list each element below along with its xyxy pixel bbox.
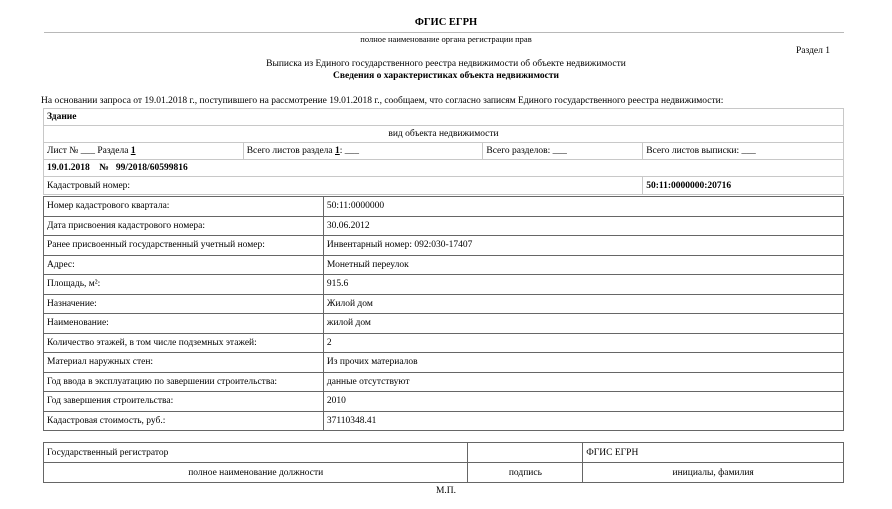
registrar-org: ФГИС ЕГРН	[583, 443, 844, 463]
property-label: Материал наружных стен:	[44, 353, 324, 373]
property-row	[44, 333, 844, 353]
properties-table	[43, 196, 844, 431]
property-row	[44, 314, 844, 334]
section-label-inline: Раздела	[97, 146, 129, 156]
sections-total-label: Всего разделов:	[486, 146, 551, 156]
position-caption: полное наименование должности	[44, 463, 468, 483]
sheet-label: Лист №	[47, 146, 79, 156]
sheet-cell	[44, 143, 244, 160]
extract-sheets-value: ___	[741, 146, 756, 156]
property-value: 915.6	[323, 275, 843, 295]
property-label: Кадастровая стоимость, руб.:	[44, 411, 324, 431]
signature-blank	[468, 443, 583, 463]
doc-title: Выписка из Единого государственного реестра недвижимости об объекте недвижимости	[266, 59, 626, 69]
extract-sheets-cell	[643, 143, 844, 160]
basis-text: На основании запроса от 19.01.2018 г., поступившего на рассмотрение 19.01.2018 г., сообщаем, что согласно записям Единого государственного реестра недвижимости:	[41, 96, 724, 106]
extract-sheets-label: Всего листов выписки:	[646, 146, 740, 156]
date-number-cell	[44, 160, 844, 177]
signature-caption: подпись	[468, 463, 583, 483]
property-label: Площадь, м²:	[44, 275, 324, 295]
object-header-table	[43, 108, 844, 195]
property-row	[44, 197, 844, 217]
object-type: Здание	[44, 109, 844, 126]
property-value: 30.06.2012	[323, 216, 843, 236]
section-sheets-blank: ___	[344, 146, 360, 156]
stamp-label: М.П.	[435, 486, 457, 496]
sheet-info-row	[44, 143, 844, 160]
property-label: Наименование:	[44, 314, 324, 334]
property-value: Монетный переулок	[323, 255, 843, 275]
cadastral-label: Кадастровый номер:	[44, 177, 643, 195]
property-label: Год завершения строительства:	[44, 392, 324, 412]
property-label: Количество этажей, в том числе подземных этажей:	[44, 333, 324, 353]
extract-number: 99/2018/60599816	[115, 163, 188, 173]
property-value: данные отсутствуют	[323, 372, 843, 392]
section-sheets-value: 1	[335, 146, 340, 156]
date-number-row	[44, 160, 844, 177]
property-label: Номер кадастрового квартала:	[44, 197, 324, 217]
property-label: Ранее присвоенный государственный учетный номер:	[44, 236, 324, 256]
doc-subtitle: Сведения о характеристиках объекта недвижимости	[333, 71, 559, 81]
property-row	[44, 372, 844, 392]
property-row	[44, 216, 844, 236]
object-type-caption: вид объекта недвижимости	[44, 126, 844, 143]
property-label: Адрес:	[44, 255, 324, 275]
object-type-row	[44, 109, 844, 126]
cadastral-row	[44, 177, 844, 195]
name-caption: инициалы, фамилия	[583, 463, 844, 483]
sheet-value: ___	[80, 146, 95, 156]
object-type-caption-row	[44, 126, 844, 143]
signature-caption-row	[44, 463, 844, 483]
property-row	[44, 411, 844, 431]
property-row	[44, 392, 844, 412]
sections-total-value: ___	[552, 146, 567, 156]
section-value: 1	[130, 146, 136, 156]
registrar-role: Государственный регистратор	[44, 443, 468, 463]
property-row	[44, 353, 844, 373]
property-value: Инвентарный номер: 092:030-17407	[323, 236, 843, 256]
property-value: 2	[323, 333, 843, 353]
section-label: Раздел 1	[796, 46, 830, 56]
property-value: Из прочих материалов	[323, 353, 843, 373]
property-value: жилой дом	[323, 314, 843, 334]
cadastral-value: 50:11:0000000:20716	[643, 177, 844, 195]
property-row	[44, 255, 844, 275]
property-value: 2010	[323, 392, 843, 412]
property-label: Назначение:	[44, 294, 324, 314]
property-row	[44, 236, 844, 256]
number-sign: №	[99, 163, 109, 173]
property-label: Год ввода в эксплуатацию по завершении строительства:	[44, 372, 324, 392]
section-sheets-label: Всего листов раздела	[246, 146, 333, 156]
property-row	[44, 275, 844, 295]
signature-table	[43, 442, 844, 483]
sections-total-cell	[483, 143, 643, 160]
property-label: Дата присвоения кадастрового номера:	[44, 216, 324, 236]
section-sheets-cell: Всего листов раздела 1: ___	[243, 143, 483, 160]
org-caption: полное наименование органа регистрации прав	[360, 34, 532, 44]
org-title: ФГИС ЕГРН	[414, 17, 478, 28]
signature-row	[44, 443, 844, 463]
property-value: 37110348.41	[323, 411, 843, 431]
property-value: 50:11:0000000	[323, 197, 843, 217]
property-value: Жилой дом	[323, 294, 843, 314]
property-row	[44, 294, 844, 314]
extract-date: 19.01.2018	[47, 163, 90, 173]
